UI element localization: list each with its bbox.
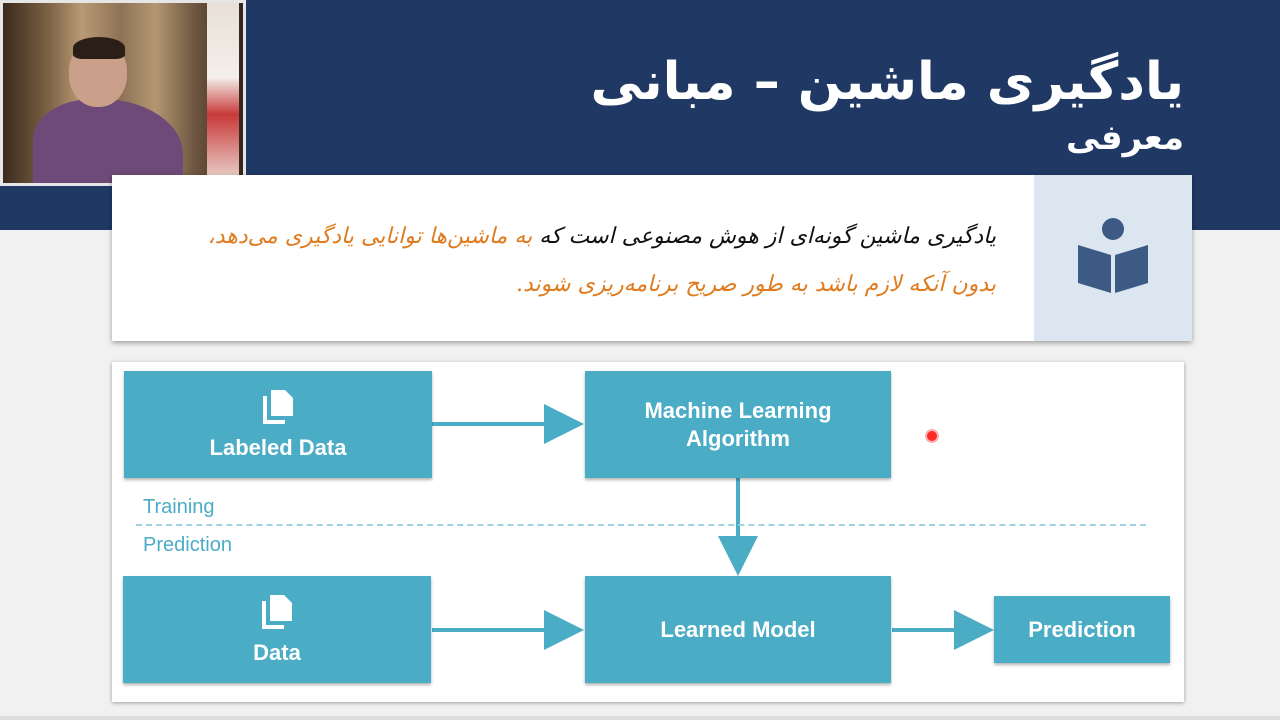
definition-text <box>136 213 996 309</box>
labeled-data-box <box>124 371 432 478</box>
ml-algorithm-box <box>585 371 891 478</box>
definition-callout <box>112 175 1192 341</box>
labeled-data-label: Labeled Data <box>209 434 347 460</box>
presenter-hair <box>73 37 125 59</box>
prediction-output-box <box>994 596 1170 663</box>
ml-algorithm-label-line1: Machine Learning <box>644 397 832 423</box>
slide-title: یادگیری ماشین – مبانی <box>590 52 1184 112</box>
callout-icon-panel <box>1034 175 1192 341</box>
ml-diagram <box>112 362 1184 702</box>
data-box <box>123 576 431 683</box>
documents-icon <box>261 388 295 424</box>
ml-algorithm-label-line2: Algorithm <box>686 425 790 451</box>
reading-person-icon <box>1076 215 1150 295</box>
prediction-output-label: Prediction <box>1028 616 1136 642</box>
prediction-phase-label: Prediction <box>143 534 232 556</box>
flag-image <box>207 3 239 186</box>
documents-icon <box>260 593 294 629</box>
definition-plain: یادگیری ماشین گونه‌ای از هوش مصنوعی است که <box>532 224 996 249</box>
data-label: Data <box>253 639 301 665</box>
definition-highlight-1: به ماشین‌ها توانایی یادگیری می‌دهد، <box>207 224 533 249</box>
laser-pointer-dot <box>925 429 939 443</box>
learned-model-box <box>585 576 891 683</box>
training-label: Training <box>143 496 215 518</box>
slide-subtitle: معرفی <box>1065 118 1184 158</box>
learned-model-label: Learned Model <box>660 616 816 642</box>
phase-divider <box>136 524 1146 526</box>
definition-highlight-2: بدون آنکه لازم باشد به طور صریح برنامه‌ریزی شوند. <box>516 272 996 297</box>
webcam-overlay <box>0 0 246 186</box>
bottom-edge <box>0 716 1280 720</box>
